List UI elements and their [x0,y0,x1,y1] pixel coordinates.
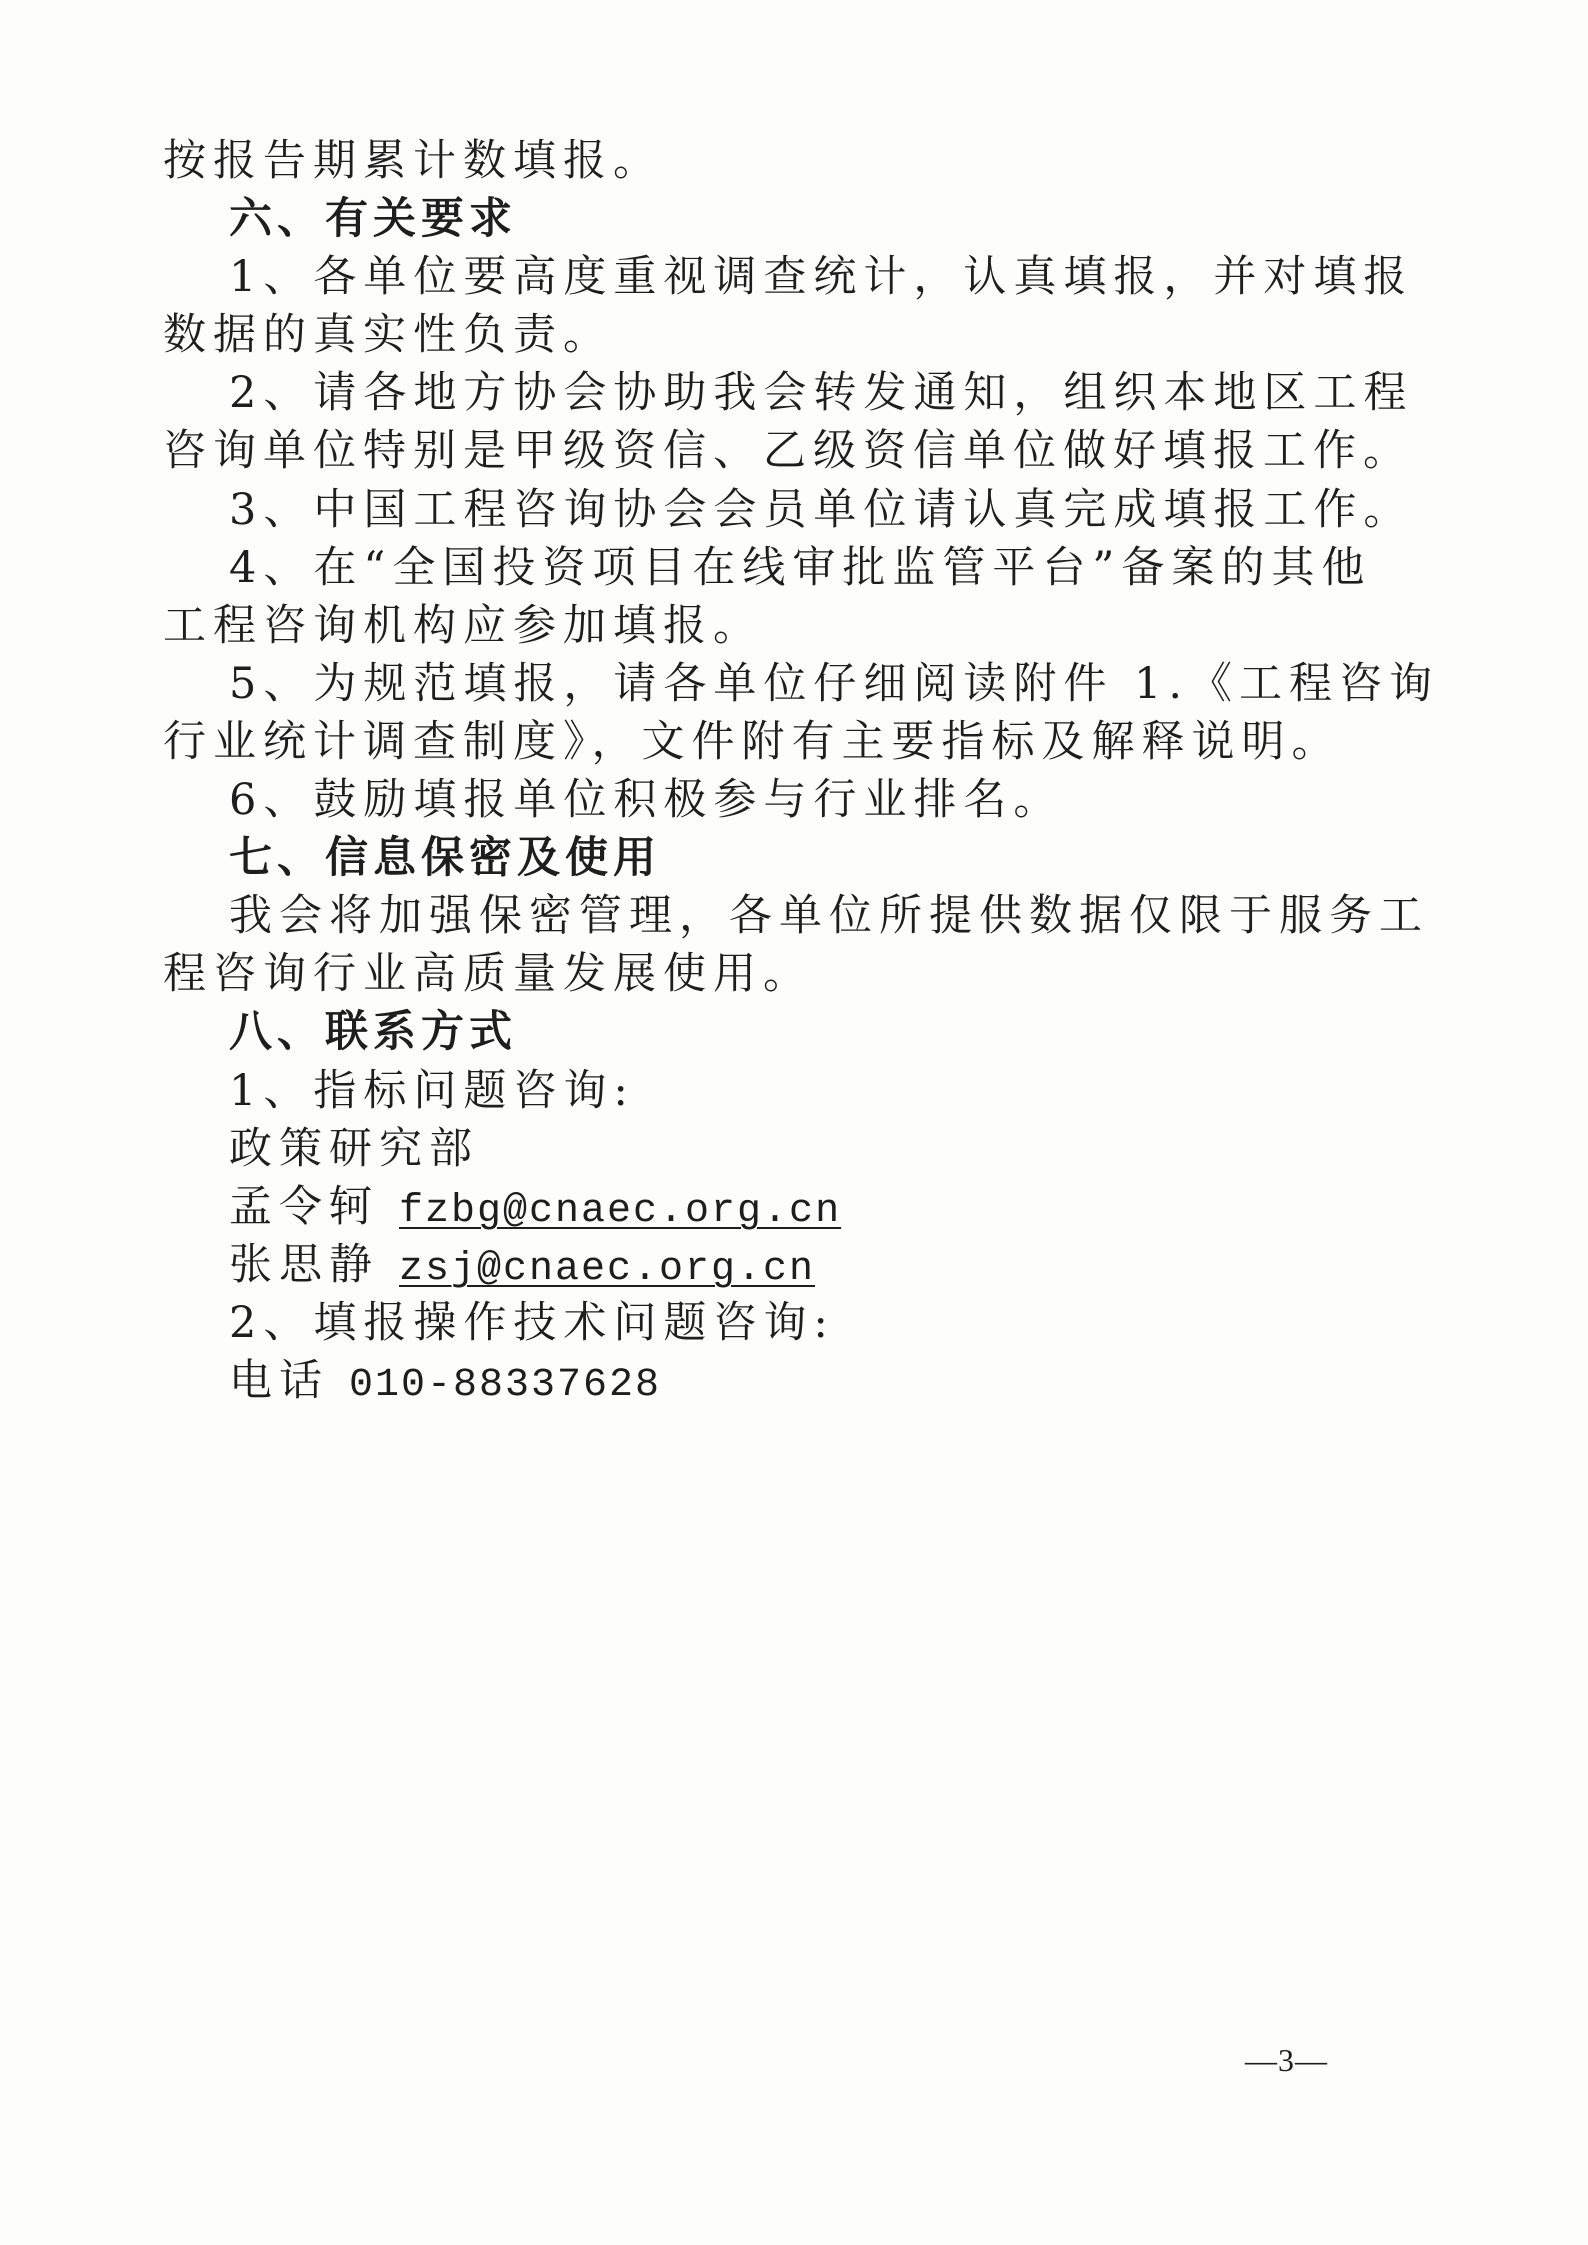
contact-person-2-name: 张思静 [229,1240,379,1290]
contact-person-1-email[interactable]: fzbg@cnaec.org.cn [399,1189,842,1234]
requirement-5-line-2: 行业统计调查制度》，文件附有主要指标及解释说明。 [163,717,1342,767]
requirement-1-line-1: 1、各单位要高度重视调查统计，认真填报，并对填报 [229,252,1414,302]
contact-person-2-email[interactable]: zsj@cnaec.org.cn [399,1247,816,1292]
confidentiality-line-1: 我会将加强保密管理，各单位所提供数据仅限于服务工 [229,891,1429,941]
phone-number: 010-88337628 [349,1363,662,1408]
contact-person-1-name: 孟令轲 [229,1182,379,1232]
requirement-2-line-2: 咨询单位特别是甲级资信、乙级资信单位做好填报工作。 [163,426,1413,476]
contact-person-2 [229,1235,815,1300]
contact-person-1 [229,1177,841,1242]
requirement-4-line-1: 4、在“全国投资项目在线审批监管平台”备案的其他 [229,543,1372,593]
department-name: 政策研究部 [229,1124,479,1174]
section-heading-requirements: 六、有关要求 [229,194,517,244]
section-heading-contact: 八、联系方式 [229,1007,517,1057]
phone-line [229,1351,661,1416]
paragraph-line: 按报告期累计数填报。 [163,136,663,186]
section-heading-confidentiality: 七、信息保密及使用 [229,833,661,883]
phone-label: 电话 [229,1356,329,1406]
requirement-1-line-2: 数据的真实性负责。 [163,310,613,360]
contact-technical-questions: 2、填报操作技术问题咨询: [229,1298,835,1348]
requirement-2-line-1: 2、请各地方协会协助我会转发通知，组织本地区工程 [229,368,1414,418]
contact-indicator-questions: 1、指标问题咨询: [229,1066,635,1116]
page-number: —3— [1245,2042,1328,2078]
requirement-5-line-1: 5、为规范填报，请各单位仔细阅读附件 1.《工程咨询 [229,659,1440,709]
requirement-3: 3、中国工程咨询协会会员单位请认真完成填报工作。 [229,485,1414,535]
requirement-4-line-2: 工程咨询机构应参加填报。 [163,601,763,651]
requirement-6: 6、鼓励填报单位积极参与行业排名。 [229,775,1064,825]
confidentiality-line-2: 程咨询行业高质量发展使用。 [163,949,813,999]
